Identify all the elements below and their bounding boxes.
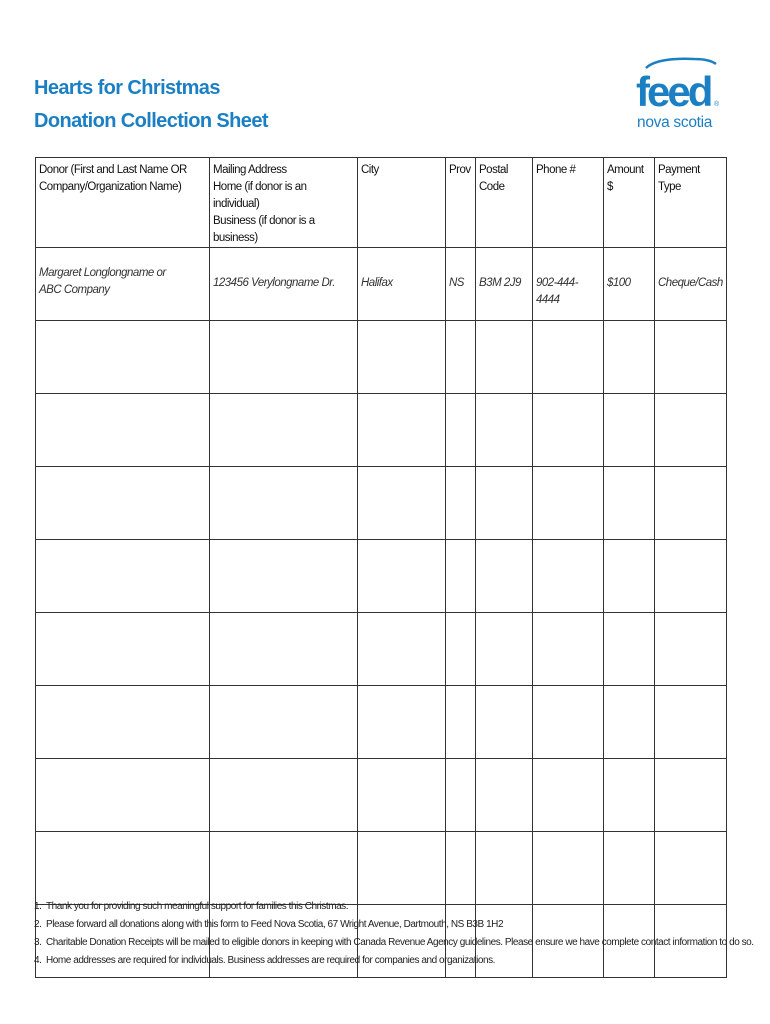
postal-cell[interactable]: [476, 832, 533, 905]
address-cell[interactable]: [210, 321, 358, 394]
note-item: [34, 898, 754, 916]
phone-cell[interactable]: [533, 321, 604, 394]
sample-donor-line-1: Margaret Longlongname or: [39, 267, 166, 279]
page-title: [34, 72, 268, 138]
prov-cell[interactable]: [446, 686, 476, 759]
sample-row: [36, 248, 727, 321]
city-cell[interactable]: [358, 759, 446, 832]
header-phone: [533, 158, 604, 248]
header-address-line-3: Business (if donor is a business): [213, 215, 315, 244]
note-text: Home addresses are required for individuals. Business addresses are required for companies and organizations.: [46, 955, 495, 966]
logo-registered-mark: ®: [714, 101, 720, 108]
payment-cell[interactable]: [655, 832, 727, 905]
city-cell[interactable]: [358, 832, 446, 905]
title-line-1: Hearts for Christmas: [34, 77, 220, 99]
phone-cell[interactable]: [533, 613, 604, 686]
address-cell[interactable]: [210, 759, 358, 832]
payment-cell[interactable]: [655, 467, 727, 540]
postal-cell[interactable]: [476, 321, 533, 394]
table-row: [36, 394, 727, 467]
table-row: [36, 759, 727, 832]
payment-cell[interactable]: [655, 613, 727, 686]
table-row: [36, 832, 727, 905]
payment-cell[interactable]: [655, 686, 727, 759]
header-mailing-address: [210, 158, 358, 248]
address-cell[interactable]: [210, 613, 358, 686]
table-row: [36, 686, 727, 759]
title-line-2: Donation Collection Sheet: [34, 110, 268, 132]
phone-cell[interactable]: [533, 686, 604, 759]
donor-cell[interactable]: [36, 467, 210, 540]
header-amount: [604, 158, 655, 248]
header-prov-label: Prov: [449, 164, 471, 176]
donor-cell[interactable]: [36, 832, 210, 905]
payment-cell[interactable]: [655, 759, 727, 832]
address-cell[interactable]: [210, 832, 358, 905]
prov-cell[interactable]: [446, 832, 476, 905]
phone-cell[interactable]: [533, 540, 604, 613]
city-cell[interactable]: [358, 467, 446, 540]
postal-cell[interactable]: [476, 686, 533, 759]
payment-cell[interactable]: [655, 394, 727, 467]
city-cell[interactable]: [358, 686, 446, 759]
city-cell[interactable]: [358, 321, 446, 394]
prov-cell[interactable]: [446, 759, 476, 832]
note-text: Please forward all donations along with this form to Feed Nova Scotia, 67 Wright Avenue, Dartmouth, NS B3B 1H2: [46, 919, 504, 930]
header-postal-code: [476, 158, 533, 248]
prov-cell[interactable]: [446, 321, 476, 394]
table-row: [36, 321, 727, 394]
postal-cell[interactable]: [476, 540, 533, 613]
note-number: 3.: [34, 937, 42, 948]
postal-cell[interactable]: [476, 759, 533, 832]
note-number: 2.: [34, 919, 42, 930]
header-amount-label: Amount $: [607, 164, 644, 193]
table-row: [36, 613, 727, 686]
table-row: [36, 467, 727, 540]
city-cell[interactable]: [358, 394, 446, 467]
header-donor: [36, 158, 210, 248]
sample-donor-line-2: ABC Company: [39, 284, 110, 296]
prov-cell[interactable]: [446, 540, 476, 613]
sample-amount: $100: [604, 248, 655, 321]
note-number: 1.: [34, 901, 42, 912]
sample-donor: [36, 248, 210, 321]
payment-cell[interactable]: [655, 321, 727, 394]
header-city-label: City: [361, 164, 379, 176]
donor-cell[interactable]: [36, 394, 210, 467]
prov-cell[interactable]: [446, 613, 476, 686]
address-cell[interactable]: [210, 394, 358, 467]
prov-cell[interactable]: [446, 467, 476, 540]
feed-nova-scotia-logo: [634, 56, 720, 132]
header-payment-line-2: Type: [658, 181, 681, 193]
header-city: [358, 158, 446, 248]
donor-cell[interactable]: [36, 759, 210, 832]
amount-cell[interactable]: [604, 832, 655, 905]
sample-payment: Cheque/Cash: [655, 248, 727, 321]
donor-cell[interactable]: [36, 613, 210, 686]
phone-cell[interactable]: [533, 832, 604, 905]
note-text: Thank you for providing such meaningful support for families this Christmas.: [46, 901, 349, 912]
amount-cell[interactable]: [604, 321, 655, 394]
header-postal-line-2: Code: [479, 181, 505, 193]
sample-phone: 902-444-4444: [533, 248, 604, 321]
amount-cell[interactable]: [604, 686, 655, 759]
header-donor-line-2: Company/Organization Name): [39, 181, 182, 193]
header-donor-line-1: Donor (First and Last Name OR: [39, 164, 187, 176]
donor-cell[interactable]: [36, 540, 210, 613]
table-header-row: [36, 158, 727, 248]
note-item: [34, 916, 754, 934]
prov-cell[interactable]: [446, 394, 476, 467]
notes-list: [34, 898, 754, 970]
sample-postal: B3M 2J9: [476, 248, 533, 321]
city-cell[interactable]: [358, 613, 446, 686]
header-prov: [446, 158, 476, 248]
header-phone-label: Phone #: [536, 164, 576, 176]
amount-cell[interactable]: [604, 467, 655, 540]
note-item: [34, 952, 754, 970]
donation-table: [35, 157, 727, 978]
note-item: [34, 934, 754, 952]
address-cell[interactable]: [210, 686, 358, 759]
table-row: [36, 540, 727, 613]
sample-prov: NS: [446, 248, 476, 321]
donor-cell[interactable]: [36, 686, 210, 759]
amount-cell[interactable]: [604, 759, 655, 832]
logo-word: feed: [636, 68, 711, 115]
city-cell[interactable]: [358, 540, 446, 613]
note-text: Charitable Donation Receipts will be mailed to eligible donors in keeping with Canada Revenue Agency guidelines. Please ensure we have complete contact information to do so.: [46, 937, 754, 948]
header-postal-line-1: Postal: [479, 164, 508, 176]
sample-address: 123456 Verylongname Dr.: [210, 248, 358, 321]
sample-city: Halifax: [358, 248, 446, 321]
header-payment-type: [655, 158, 727, 248]
header-address-line-1: Mailing Address: [213, 164, 287, 176]
amount-cell[interactable]: [604, 540, 655, 613]
address-cell[interactable]: [210, 540, 358, 613]
postal-cell[interactable]: [476, 613, 533, 686]
donor-cell[interactable]: [36, 321, 210, 394]
amount-cell[interactable]: [604, 613, 655, 686]
phone-cell[interactable]: [533, 394, 604, 467]
postal-cell[interactable]: [476, 467, 533, 540]
header-payment-line-1: Payment: [658, 164, 700, 176]
header-address-line-2: Home (if donor is an individual): [213, 181, 307, 210]
phone-cell[interactable]: [533, 467, 604, 540]
address-cell[interactable]: [210, 467, 358, 540]
amount-cell[interactable]: [604, 394, 655, 467]
payment-cell[interactable]: [655, 540, 727, 613]
phone-cell[interactable]: [533, 759, 604, 832]
logo-subtitle: nova scotia: [637, 114, 713, 131]
note-number: 4.: [34, 955, 42, 966]
postal-cell[interactable]: [476, 394, 533, 467]
